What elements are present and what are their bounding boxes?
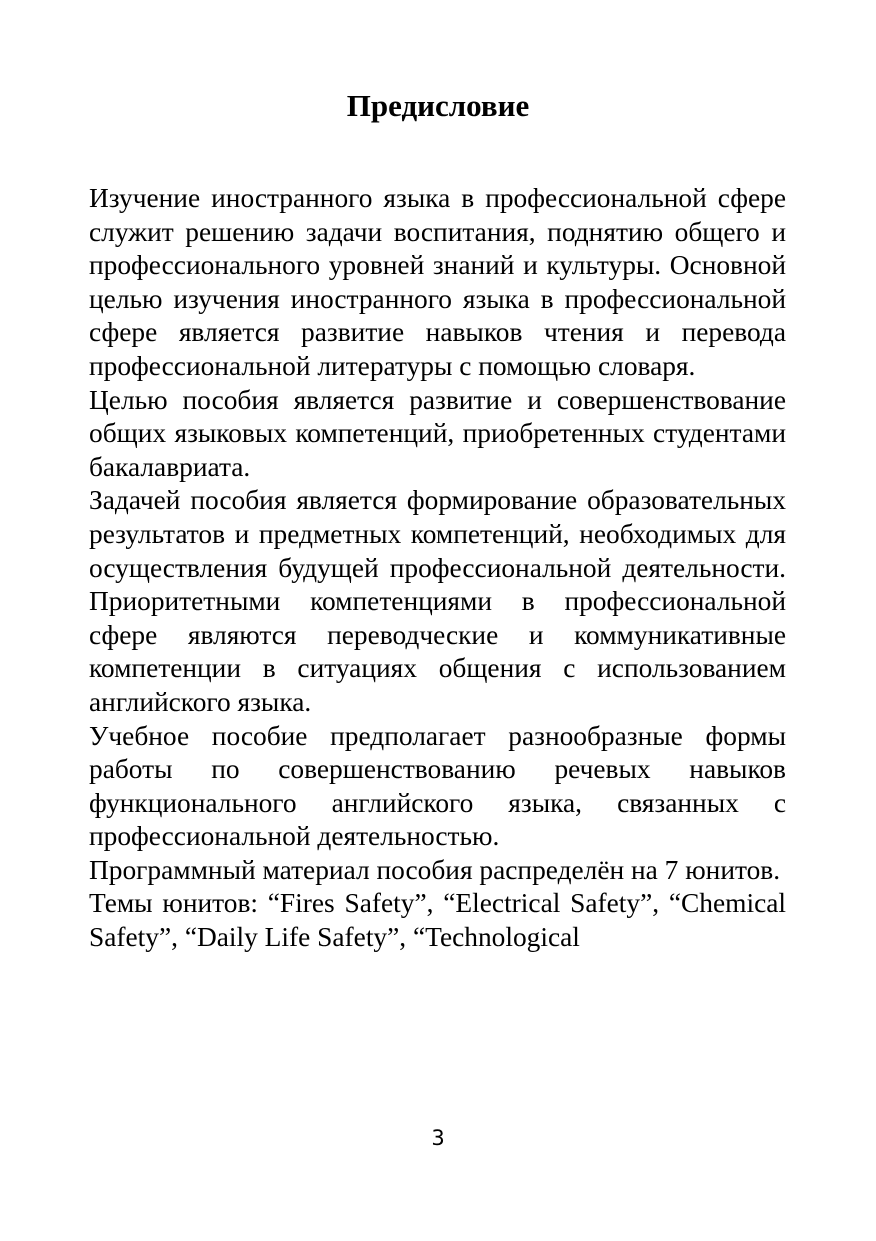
page-title: Предисловие <box>346 88 530 123</box>
paragraph-task: Задачей пособия является формирование образовательных результатов и предметных компетенций, необходимых для осуществления будущей профессиональной деятельности. Приоритетными компетенциями в профессиональной сфере являются переводческие и коммуникативные компетенции в ситуациях общения с использованием английского языка. <box>89 485 786 717</box>
paragraph-intro: Изучение иностранного языка в профессиональной сфере служит решению задачи воспитания, поднятию общего и профессионального уровней знаний и культуры. Основной целью изучения иностранного языка в профессиональной сфере является развитие навыков чтения и перевода профессиональной литературы с помощью словаря. <box>89 183 786 381</box>
paragraph-forms: Учебное пособие предполагает разнообразные формы работы по совершенствованию речевых навыков функционального английского языка, связанных с профессиональной деятельностью. <box>89 720 786 852</box>
body-text <box>89 182 786 955</box>
page-number: 3 <box>431 1126 445 1150</box>
paragraph-goal: Целью пособия является развитие и совершенствование общих языковых компетенций, приобретенных студентами бакалавриата. <box>89 384 786 482</box>
paragraph-unit-topics: Темы юнитов: “Fires Safety”, “Electrical Safety”, “Chemical Safety”, “Daily Life Safety”, “Technological <box>89 888 786 953</box>
paragraph-units-count: Программный материал пособия распределён на 7 юнитов. <box>89 854 781 885</box>
